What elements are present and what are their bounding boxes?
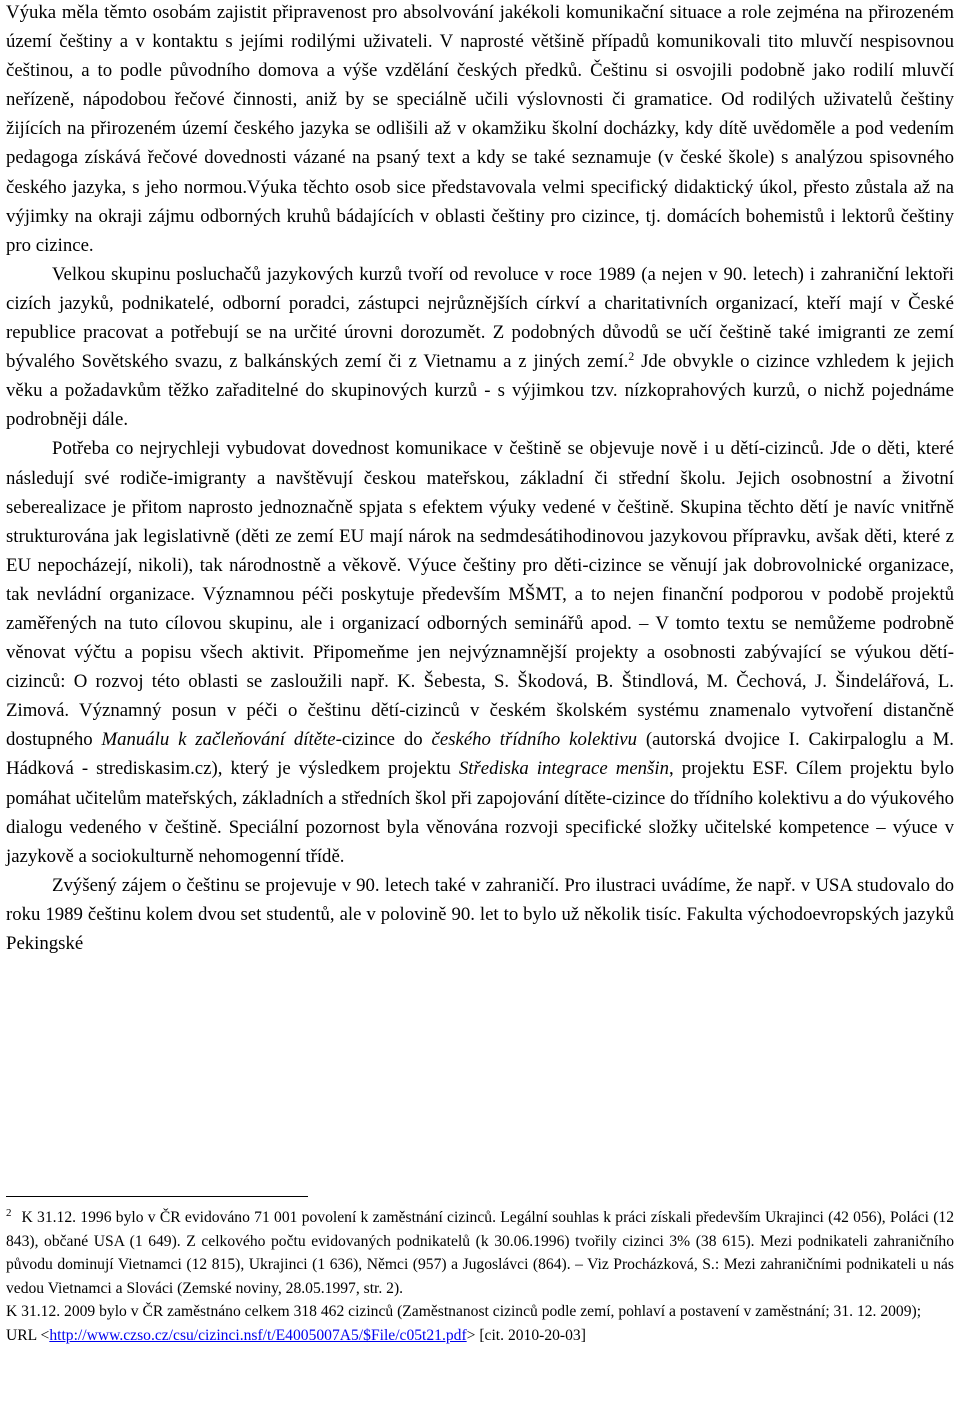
footnote-2 [6,1206,954,1300]
footnote-url-line [6,1324,954,1348]
footnote-url-suffix: > [cit. 2010-20-03] [466,1326,586,1344]
paragraph-3 [6,434,954,870]
manual-title-italic: Manuálu k začleňování dítěte [101,729,336,751]
manual-title-italic-continued: českého třídního kolektivu [431,729,637,751]
footnote-url-prefix: URL < [6,1326,50,1344]
paragraph-2-text-before-footnote: Velkou skupinu posluchačů jazykových kurzů tvoří od revoluce v roce 1989 (a nejen v 90. letech) i zahraniční lektoři cizích jazyků, podnikatelé, odborní poradci, zástupci nejrůznějších církví a charitativních organizací, kteří mají v České republice pracovat a potřebují se na určité úrovni dorozumět. Z podobných důvodů se učí češtině také imigranti ze zemí bývalého Sovětského svazu, z balkánských zemí či z Vietnamu a z jiných zemí. [6,263,954,373]
footnote-text-2: K 31.12. 2009 bylo v ČR zaměstnáno celkem 318 462 cizinců (Zaměstnanost cizinců podle zemí, pohlaví a postavení v zaměstnání; 31. 12. 2009); [6,1303,922,1321]
paragraph-1 [6,0,954,260]
paragraph-1-text: Výuka měla těmto osobám zajistit připravenost pro absolvování jakékoli komunikační situace a role zejména na přirozeném území češtiny a v kontaktu s jejími rodilými uživateli. V naprosté většině případů komunikovali tito mluvčí nespisovnou češtinou, a to podle původního domova a výše vzdělání českých předků. Češtinu si osvojili podobně jako rodilí mluvčí neřízeně, nápodobou řečové činnosti, aniž by se speciálně učili výslovnosti či gramatice. Od rodilých uživatelů češtiny žijících na přirozeném území českého jazyka se odlišili až v okamžiku školní docházky, kdy dítě uvědoměle a pod vedením pedagoga získává řečové dovednosti vázané na psaný text a kdy se také seznamuje (v české škole) s analýzou spisovného českého jazyka, s jeho normou.Výuka těchto osob sice představovala velmi specifický didaktický úkol, přesto zůstala až na výjimky na okraji zájmu odborných kruhů bádajících v oblasti češtiny pro cizince, tj. domácích bohemistů i lektorů češtiny pro cizince. [6,2,954,256]
paragraph-3-text-part-2: -cizince do [335,729,432,751]
czso-link[interactable]: http://www.czso.cz/csu/cizinci.nsf/t/E4005007A5/$File/c05t21.pdf [49,1326,467,1344]
footnote-text-1: K 31.12. 1996 bylo v ČR evidováno 71 001 povolení k zaměstnání cizinců. Legální souhlas k práci získali především Ukrajinci (42 056), Poláci (12 843), občané USA (1 649). Z celkového počtu evidovaných podnikatelů (k 30.06.1996) tvořily cizinci 3% (38 615). Mezi podnikateli zahraničního původu dominují Vietnamci (12 815), Ukrajinci (1 636), Němci (957) a Jugoslávci (864). – Viz Procházková, S.: Mezi zahraničními podnikateli u nás vedou Vietnamci a Slováci (Zemské noviny, 28.05.1997, str. 2). [6,1209,954,1297]
project-name-italic: Střediska integrace menšin [458,758,669,780]
paragraph-2-text-after-footnote: Jde obvykle o cizince vzhledem k jejich věku a požadavkům těžko zařaditelné do skupinových kurzů - s výjimkou tzv. nízkoprahových kurzů, o nichž pojednáme podrobněji dále. [6,351,954,431]
footnotes-section [6,1206,954,1348]
paragraph-3-text-part-3: (autorská dvojice I. Cakirpaloglu a M. Hádková - strediskasim.cz), který je výsledkem projektu [6,729,954,780]
paragraph-2 [6,260,954,435]
footnote-reference-2[interactable]: 2 [628,349,635,364]
footnote-2-continuation [6,1300,954,1324]
paragraph-3-text-part-1: Potřeba co nejrychleji vybudovat dovednost komunikace v češtině se objevuje nově i u dětí-cizinců. Jde o děti, které následují své rodiče-imigranty a navštěvují českou mateřskou, základní či střední školu. Jejich osobnostní a životní seberealizace je přitom naprosto jednoznačně spjata s efektem výuky vedené v češtině. Skupina těchto dětí je navíc vnitřně strukturována jak legislativně (děti ze zemí EU mají nárok na sedmdesátihodinovou jazykovou přípravku, avšak děti, které z EU nepocházejí, nikoli), tak národnostně a věkově. Výuce češtiny pro děti-cizince se věnují jak dobrovolnické organizace, tak nevládní organizace. Významnou péči poskytuje především MŠMT, a to nejen finanční podporou v podobě projektů zaměřených na tuto cílovou skupinu, ale i organizací odborných seminářů apod. – V tomto textu se nemůžeme podrobně věnovat výčtu a popisu všech aktivit. Připomeňme jen nejvýznamnější projekty a osobnosti zabývající se výukou dětí-cizinců: O rozvoj této oblasti se zasloužili např. K. Šebesta, S. Škodová, B. Štindlová, M. Čechová, J. Šindelářová, L. Zimová. Významný posun v péči o češtinu dětí-cizinců v českém školském systému znamenalo vytvoření distančně dostupného [6,438,954,751]
footnote-separator [6,1196,308,1197]
paragraph-4-text: Zvýšený zájem o češtinu se projevuje v 90. letech také v zahraničí. Pro ilustraci uvádíme, že např. v USA studovalo do roku 1989 češtinu kolem dvou set studentů, ale v polovině 90. let to bylo už několik tisíc. Fakulta východoevropských jazyků Pekingské [6,874,954,954]
footnote-marker: 2 [6,1207,12,1219]
paragraph-4 [6,871,954,958]
paragraph-3-text-part-4: , projektu ESF. Cílem projektu bylo pomáhat učitelům mateřských, základních a středních škol při zapojování dítěte-cizince do třídního kolektivu a do výukového dialogu vedeného v češtině. Speciální pozornost byla věnována rozvoji specifické složky učitelské kompetence – výuce v jazykově a sociokulturně nehomogenní třídě. [6,758,954,867]
document-body [6,0,954,958]
